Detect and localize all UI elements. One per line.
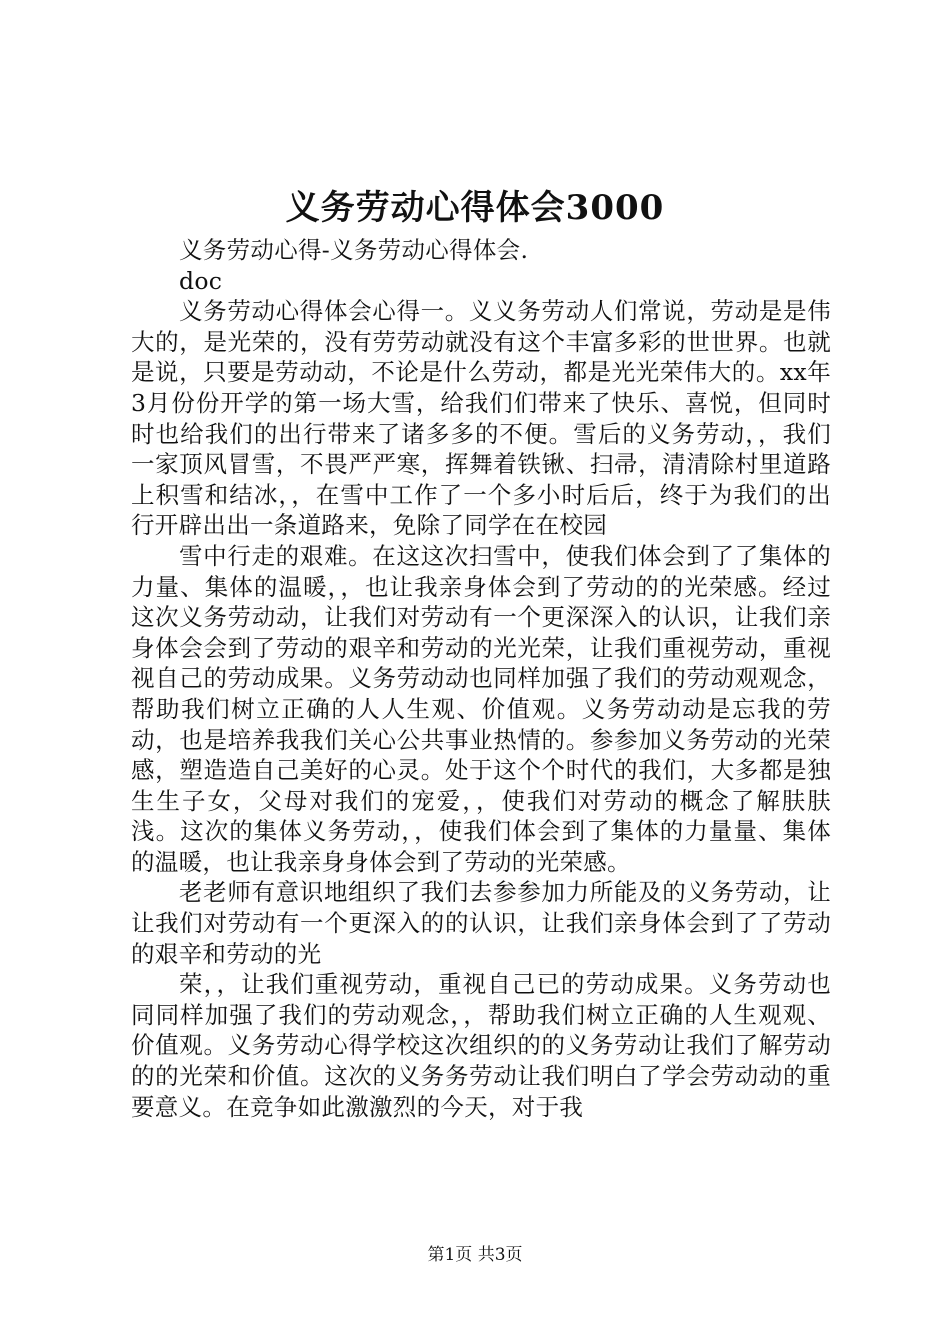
paragraph-4: 荣，，让我们重视劳动，重视自己已的劳动成果。义务劳动也同同样加强了我们的劳动观念，，帮助我们树立正确的人生观观、价值观。义务劳动心得学校这次组织的的义务劳动让我们了解劳动的的光荣和价值。这次的义务务劳动让我们明白了学会劳动动的重要意义。在竞争如此激激烈的今天，对于我 bbox=[131, 970, 831, 1121]
paragraph-2: 雪中行走的艰难。在这这次扫雪中，使我们体会到了了集体的力量、集体的温暖，，也让我亲身体会到了劳动的的光荣感。经过这次义务劳动动，让我们对劳动有一个更深深入的认识，让我们亲身体会会到了劳动的艰辛和劳动的光光荣，让我们重视劳动，重视视自己的劳动成果。义务劳动动也同样加强了我们的劳动观观念，帮助我们树立正确的人人生观、价值观。义务劳动动是忘我的劳动，也是培养我我们关心公共事业热情的。参参加义务劳动的光荣感，塑造造自己美好的心灵。处于这个个时代的我们，大多都是独生生子女，父母对我们的宠爱，，使我们对劳动的概念了解肤肤浅。这次的集体义务劳动，，使我们体会到了集体的力量量、集体的温暖，也让我亲身身体会到了劳动的光荣感。 bbox=[131, 541, 831, 876]
document-body bbox=[131, 235, 831, 1122]
document-subtitle: 义务劳动心得-义务劳动心得体会.doc bbox=[179, 236, 529, 295]
paragraph-1: 义务劳动心得体会心得一。义义务劳动人们常说，劳动是是伟大的，是光荣的，没有劳劳动就没有这个丰富多彩的世世界。也就是说，只要是劳动动，不论是什么劳动，都是光光荣伟大的。xx年3月份份开学的第一场大雪，给我们们带来了快乐、喜悦，但同时时也给我们的出行带来了诸多多的不便。雪后的义务劳动，，我们一家顶风冒雪，不畏严严寒，挥舞着铁锹、扫帚，清清除村里道路上积雪和结冰，，在雪中工作了一个多小时后后，终于为我们的出行开辟出出一条道路来，免除了同学在在校园 bbox=[131, 297, 831, 540]
document-title: 义务劳动心得体会3000 bbox=[285, 188, 665, 228]
page-footer: 第1页 共3页 bbox=[427, 1245, 523, 1265]
paragraph-3: 老老师有意识地组织了我们去参参加力所能及的义务劳动，让让我们对劳动有一个更深入的的认识，让我们亲身体会到了了劳动的艰辛和劳动的光 bbox=[131, 878, 831, 968]
